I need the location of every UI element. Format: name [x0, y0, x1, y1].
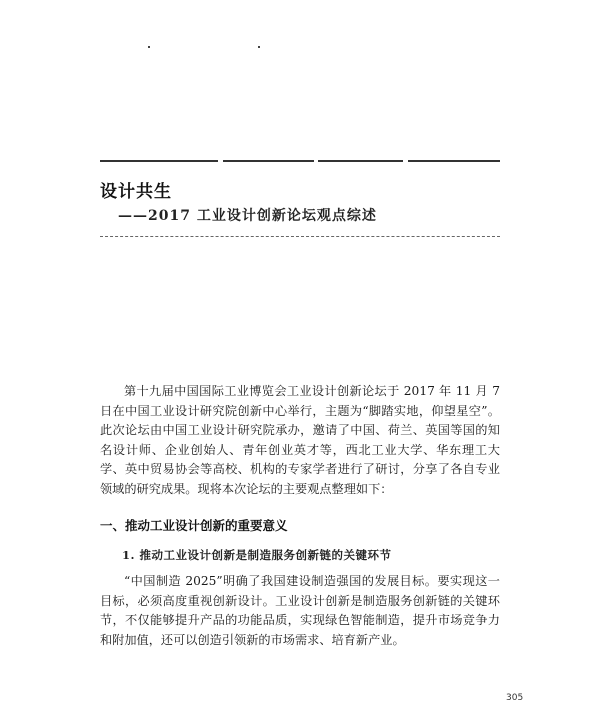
intro-paragraph: 第十九届中国国际工业博览会工业设计创新论坛于 2017 年 11 月 7 日在中国工业设计研究院创新中心举行，主题为“脚踏实地，仰望星空”。此次论坛由中国工业设计研究院承办，邀请了中国、荷兰、英国等国的知名设计师、企业创始人、青年创业英才等，西北工业大学、华东理工大学、英中贸易协会等高校、机构的专家学者进行了研讨，分享了各自专业领域的研究成果。现将本次论坛的主要观点整理如下： — [100, 384, 500, 496]
scan-speck — [148, 46, 150, 48]
scan-speck — [258, 46, 260, 48]
subsection-heading: 1. 推动工业设计创新是制造服务创新链的关键环节 — [122, 548, 392, 562]
page-number: 305 — [506, 693, 524, 703]
section-paragraph: “中国制造 2025”明确了我国建设制造强国的发展目标。要实现这一目标，必须高度重视创新设计。工业设计创新是制造服务创新链的关键环节，不仅能够提升产品的功能品质，实现绿色智能制造，提升市场竞争力和附加值，还可以创造引领新的市场需求、培育新产业。 — [100, 574, 500, 647]
article-title: 设计共生 — [100, 182, 172, 202]
subtitle-rule — [100, 236, 500, 237]
section-heading: 一、推动工业设计创新的重要意义 — [100, 518, 288, 533]
header-rule — [100, 160, 500, 162]
article-subtitle: ——2017 工业设计创新论坛观点综述 — [118, 208, 377, 224]
